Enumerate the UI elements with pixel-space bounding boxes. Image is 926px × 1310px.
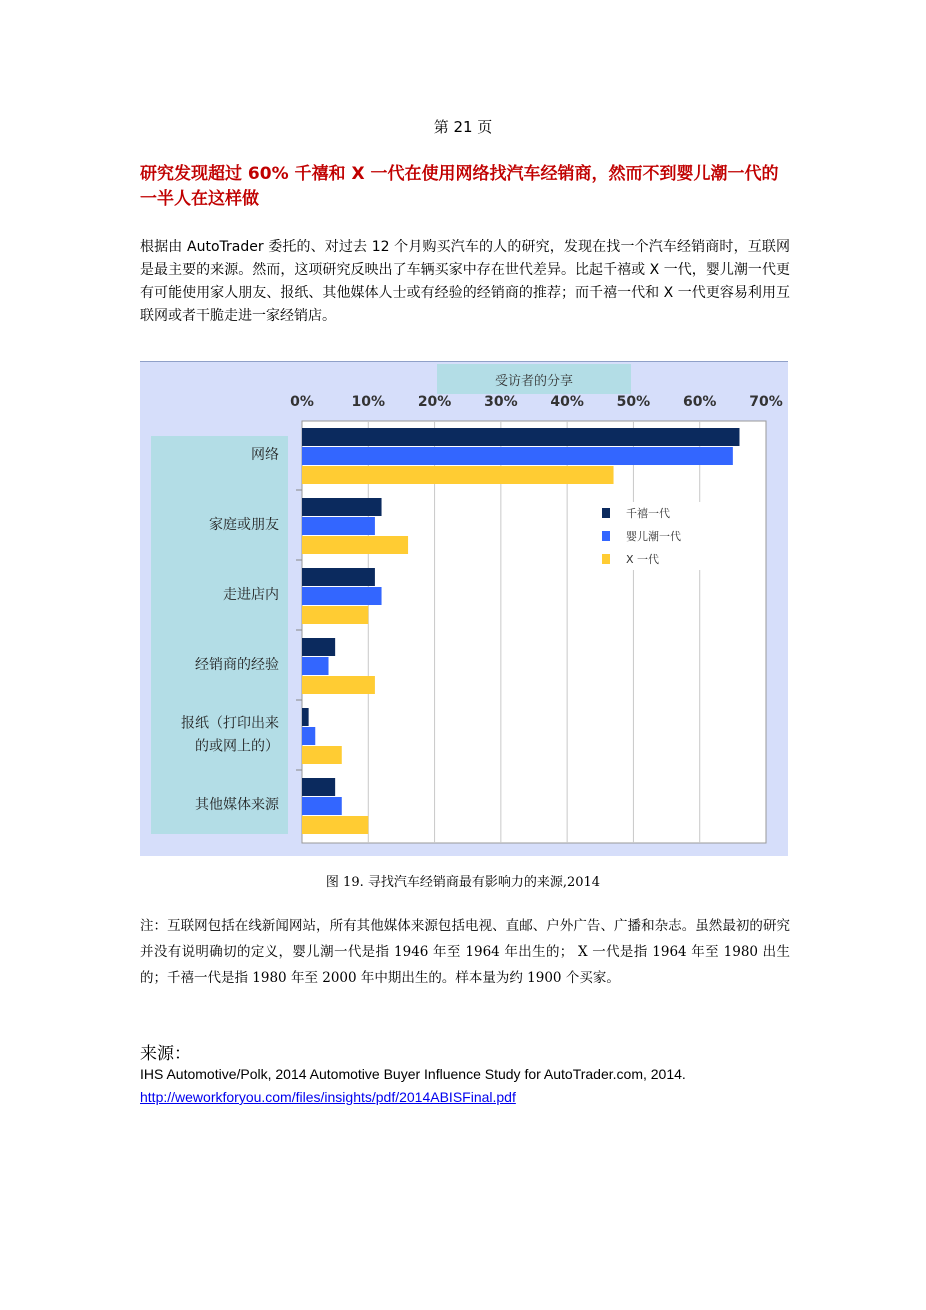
source-label: 来源： [140,1044,191,1064]
legend-label: X 一代 [626,553,660,566]
bar-1 [302,568,375,586]
legend-swatch [602,531,610,541]
x-tick-label: 0% [290,394,314,410]
category-label: 其他媒体来源 [195,797,279,813]
bar-2 [302,797,342,815]
bar-1 [302,498,382,516]
legend-swatch [602,554,610,564]
figure-note: 注：互联网包括在线新闻网站，所有其他媒体来源包括电视、直邮、户外广告、广播和杂志。虽然最初的研究并没有说明确切的定义，婴儿潮一代是指 1946 年至 1964 年出生的； X 一代是指 1964 年至 1980 出生的；千禧一代是指 1980 年至 2000 年中期出生的。样本量为约 1900 个买家。 [140,918,790,986]
x-tick-label: 20% [417,394,452,410]
source-link[interactable]: http://weworkforyou.com/files/insights/pdf/2014ABISFinal.pdf [140,1089,516,1105]
source-reference: IHS Automotive/Polk, 2014 Automotive Buyer Influence Study for AutoTrader.com, 2014. [140,1066,686,1082]
figure-caption: 图 19. 寻找汽车经销商最有影响力的来源,2014 [325,875,601,890]
bar-2 [302,727,315,745]
bar-2 [302,587,382,605]
chart-panel [140,361,788,856]
bar-chart [140,362,788,856]
x-tick-label: 50% [616,394,651,410]
category-label: 的或网上的） [195,738,279,755]
bar-3 [302,536,408,554]
x-tick-label: 70% [749,394,783,410]
x-tick-label: 10% [351,394,386,410]
page-number: 第 21 页 [433,118,493,136]
source-citation [140,1063,790,1109]
bar-2 [302,447,733,465]
section-heading: 研究发现超过 60% 千禧和 X 一代在使用网络找汽车经销商，然而不到婴儿潮一代的一半人在这样做 [140,164,779,209]
bar-3 [302,816,368,834]
category-label-panel [151,436,288,834]
bar-1 [302,428,739,446]
x-tick-label: 30% [484,394,518,410]
legend-label: 千禧一代 [626,507,670,520]
category-label: 经销商的经验 [195,657,279,673]
category-label: 报纸（打印出来 [181,715,279,732]
bar-2 [302,657,329,675]
legend-swatch [602,508,610,518]
category-label: 走进店内 [223,587,279,603]
category-label: 网络 [251,447,279,463]
plot-area [302,421,766,843]
bar-2 [302,517,375,535]
body-paragraph: 根据由 AutoTrader 委托的、对过去 12 个月购买汽车的人的研究，发现在找一个汽车经销商时，互联网是最主要的来源。然而，这项研究反映出了车辆买家中存在世代差异。比起千禧或 X 一代，婴儿潮一代更有可能使用家人朋友、报纸、其他媒体人士或有经验的经销商的推荐；而千禧一代和 X 一代更容易利用互联网或者干脆走进一家经销店。 [140,239,790,324]
x-tick-label: 60% [682,394,717,410]
bar-3 [302,676,375,694]
bar-3 [302,746,342,764]
bar-1 [302,638,335,656]
bar-1 [302,708,309,726]
x-tick-label: 40% [550,394,584,410]
bar-3 [302,606,368,624]
chart-title: 受访者的分享 [494,374,574,389]
bar-3 [302,466,614,484]
category-label: 家庭或朋友 [209,517,279,533]
legend-label: 婴儿潮一代 [626,530,681,543]
bar-1 [302,778,335,796]
